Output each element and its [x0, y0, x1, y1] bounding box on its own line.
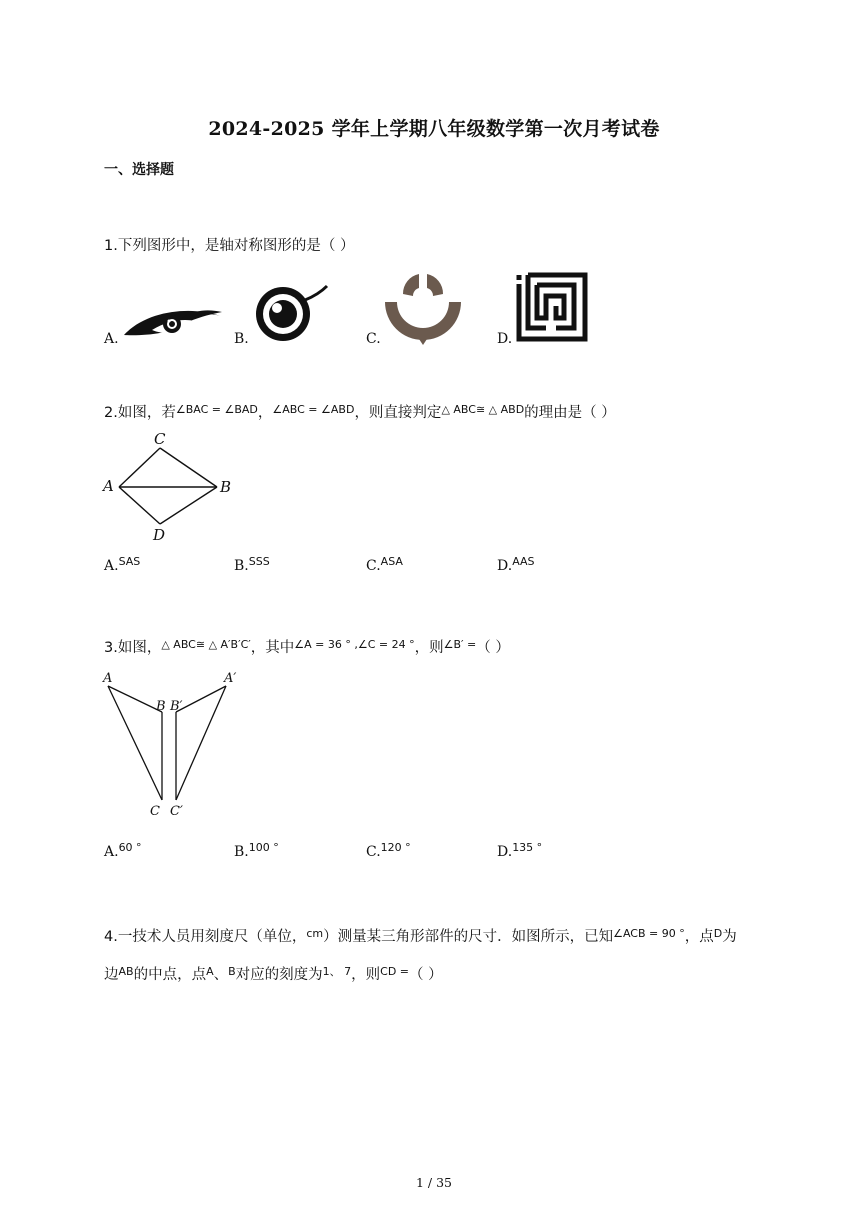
- q3-label-c-prime: C′: [170, 804, 183, 819]
- q4-math-point-d: D: [713, 927, 723, 940]
- q3-label-a: A: [103, 671, 113, 686]
- q1-option-c-emblem-figure: [383, 266, 463, 346]
- question-1-text: 1.下列图形中，是轴对称图形的是（ ）: [104, 238, 355, 254]
- q3-text-prefix: 3.如图，: [104, 640, 162, 656]
- q2-option-b: [234, 555, 270, 574]
- q4-math-point-b: B: [228, 965, 236, 978]
- q4-math-readings: 1、 7: [322, 965, 352, 978]
- q2-option-b-letter: B.: [234, 558, 249, 574]
- question-3-stem: [104, 636, 510, 657]
- q2-label-a: A: [103, 477, 114, 495]
- q3-label-b: B: [156, 699, 166, 714]
- q3-label-a-prime: A′: [224, 671, 237, 686]
- q2-option-d-letter: D.: [497, 558, 513, 574]
- q1-option-c-label: C.: [366, 331, 381, 347]
- q4-text-mid: ）测量某三角形部件的尺寸．如图所示，已知: [323, 929, 614, 945]
- q3-option-b-letter: B.: [234, 844, 249, 860]
- q3-option-c-value: 120 °: [380, 841, 411, 854]
- q2-option-a-value: SAS: [118, 555, 141, 568]
- q2-option-c-value: ASA: [380, 555, 403, 568]
- q2-option-c-letter: C.: [366, 558, 381, 574]
- q2-option-b-value: SSS: [248, 555, 270, 568]
- q1-option-a-eye-figure: [122, 300, 226, 342]
- q3-text-suffix: （ ）: [476, 640, 510, 656]
- q3-option-b-value: 100 °: [248, 841, 279, 854]
- q4-math-angle-acb: ∠ACB = 90 °: [613, 927, 685, 940]
- q4-l2-text-mid: 的中点，点: [133, 967, 207, 983]
- q1-option-a-label: A.: [104, 331, 119, 347]
- q2-label-b: B: [220, 478, 232, 496]
- q4-l2-text-prefix: 边: [104, 967, 119, 983]
- q4-l2-text-mid4: ，则: [351, 967, 381, 983]
- q2-math-angle-bac: ∠BAC = ∠BAD: [175, 403, 258, 416]
- q3-text-mid2: ，则: [414, 640, 444, 656]
- q4-text-mid2: ，点: [684, 929, 714, 945]
- section-heading: 一、选择题: [104, 162, 174, 178]
- q4-text-prefix: 4.一技术人员用刻度尺（单位，: [104, 929, 307, 945]
- q4-math-ab: AB: [118, 965, 134, 978]
- q2-option-a: [104, 555, 140, 574]
- q1-option-b-label: B.: [234, 331, 249, 347]
- q3-option-a-value: 60 °: [118, 841, 142, 854]
- q3-triangles-figure: [98, 666, 248, 822]
- q3-option-d-letter: D.: [497, 844, 513, 860]
- q4-math-cd: CD =: [380, 965, 410, 978]
- q2-math-angle-abc: ∠ABC = ∠ABD: [272, 403, 355, 416]
- q4-l2-text-suffix: （ ）: [409, 967, 443, 983]
- question-4-stem-line-2: [104, 963, 443, 984]
- q2-text-prefix: 2.如图，若: [104, 405, 176, 421]
- q3-option-a-letter: A.: [104, 844, 119, 860]
- q4-math-unit: cm: [306, 927, 324, 940]
- q2-math-congruence: △ ABC≅ △ ABD: [441, 403, 525, 416]
- q2-label-c: C: [154, 430, 166, 448]
- q3-option-a: [104, 841, 142, 860]
- page-number: 1 / 35: [415, 1175, 453, 1190]
- q3-text-mid: ，其中: [250, 640, 295, 656]
- q3-option-c-letter: C.: [366, 844, 381, 860]
- question-2-stem: [104, 401, 616, 422]
- q4-l2-text-mid3: 对应的刻度为: [235, 967, 323, 983]
- q2-quadrilateral-figure: [100, 428, 240, 544]
- q3-math-congruence: △ ABC≅ △ A′B′C′: [161, 638, 251, 651]
- q4-text-suffix: 为: [722, 929, 737, 945]
- q1-option-b-eyeball-figure: [253, 284, 331, 344]
- q2-option-d: [497, 555, 535, 574]
- q2-label-d: D: [153, 526, 166, 544]
- page-title: 2024-2025 学年上学期八年级数学第一次月考试卷: [208, 118, 660, 140]
- q4-math-point-a: A: [206, 965, 214, 978]
- q3-option-c: [366, 841, 411, 860]
- q2-text-mid: ，则直接判定: [354, 405, 442, 421]
- q2-text-suffix: 的理由是（ ）: [524, 405, 616, 421]
- q2-option-d-value: AAS: [512, 555, 535, 568]
- q4-l2-text-sep: 、: [213, 967, 229, 983]
- q1-option-d-label: D.: [497, 331, 513, 347]
- q3-option-b: [234, 841, 279, 860]
- q3-label-c: C: [150, 804, 160, 819]
- q2-option-c: [366, 555, 403, 574]
- question-1-stem: [104, 234, 354, 255]
- q3-label-b-prime: B′: [170, 699, 183, 714]
- q2-text-sep: ，: [257, 405, 273, 421]
- q3-option-d: [497, 841, 542, 860]
- q3-math-angles: ∠A = 36 ° ,∠C = 24 °: [294, 638, 415, 651]
- question-4-stem-line-1: [104, 925, 737, 946]
- q1-option-d-maze-figure: [516, 272, 588, 342]
- q3-math-angle-b-prime: ∠B′ =: [443, 638, 477, 651]
- q3-option-d-value: 135 °: [512, 841, 543, 854]
- q2-option-a-letter: A.: [104, 558, 119, 574]
